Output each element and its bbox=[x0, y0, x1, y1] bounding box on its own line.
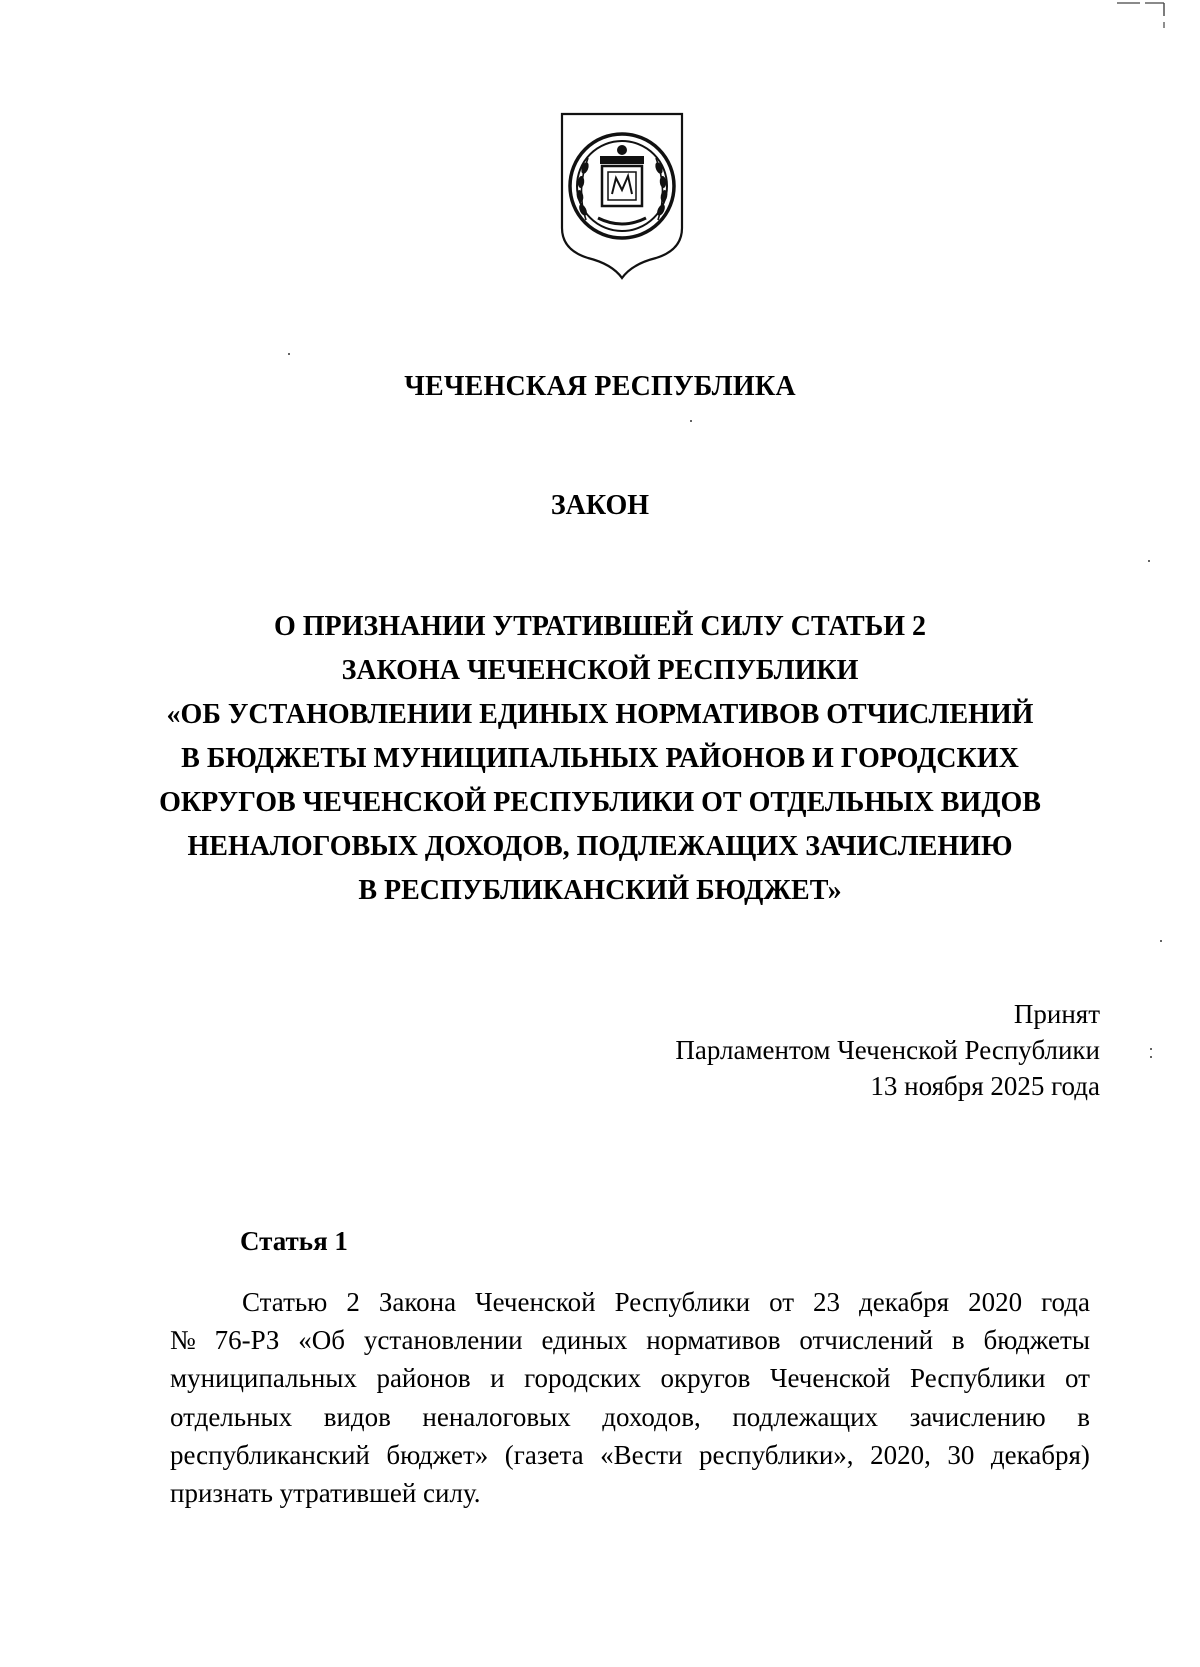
article-word: в bbox=[951, 1325, 965, 1356]
article-word: № bbox=[170, 1325, 196, 1356]
scan-speck bbox=[690, 420, 692, 422]
article-word: (газета bbox=[504, 1439, 584, 1470]
article-text-line bbox=[170, 1321, 1090, 1359]
article-word: 2 bbox=[346, 1287, 360, 1317]
article-word: «Об bbox=[298, 1325, 346, 1356]
article-word: года bbox=[1041, 1287, 1090, 1317]
article-word: муниципальных bbox=[170, 1363, 357, 1394]
law-title-line: ОКРУГОВ ЧЕЧЕНСКОЙ РЕСПУБЛИКИ ОТ ОТДЕЛЬНЫХ ВИДОВ bbox=[159, 787, 1041, 818]
coat-of-arms-icon bbox=[556, 110, 688, 280]
article-word: районов bbox=[376, 1363, 471, 1394]
corner-scan-mark-icon bbox=[1112, 0, 1172, 40]
article-word: отдельных bbox=[170, 1401, 293, 1432]
adoption-body: Парламентом Чеченской Республики bbox=[675, 1035, 1100, 1065]
article-word: подлежащих bbox=[732, 1401, 879, 1432]
article-word: 2020, bbox=[870, 1439, 931, 1470]
adoption-block bbox=[675, 996, 1100, 1104]
article-word: Республики bbox=[910, 1363, 1046, 1394]
article-word: республики», bbox=[699, 1439, 854, 1470]
article-word: доходов, bbox=[602, 1401, 701, 1432]
article-word: и bbox=[490, 1363, 505, 1394]
article-text-line bbox=[170, 1359, 1090, 1397]
article-word: нормативов bbox=[646, 1325, 781, 1356]
article-text-line bbox=[170, 1474, 1090, 1512]
article-word: 2020 bbox=[968, 1287, 1023, 1317]
article-word: Чеченской bbox=[475, 1287, 596, 1317]
article-word: республиканский bbox=[170, 1439, 370, 1470]
law-title-line: ЗАКОНА ЧЕЧЕНСКОЙ РЕСПУБЛИКИ bbox=[341, 655, 859, 686]
scan-speck bbox=[1148, 560, 1150, 562]
article-word: в bbox=[1077, 1401, 1090, 1432]
article-word: неналоговых bbox=[422, 1401, 571, 1432]
scan-speck bbox=[1160, 940, 1162, 942]
article-word: городских bbox=[524, 1363, 641, 1394]
law-title-line: В БЮДЖЕТЫ МУНИЦИПАЛЬНЫХ РАЙОНОВ И ГОРОДСКИХ bbox=[181, 743, 1019, 774]
article-word: Чеченской bbox=[769, 1363, 891, 1394]
article-word: бюджеты bbox=[983, 1325, 1090, 1356]
article-word: установлении bbox=[363, 1325, 523, 1356]
adoption-status: Принят bbox=[1013, 999, 1100, 1029]
law-title-line: НЕНАЛОГОВЫХ ДОХОДОВ, ПОДЛЕЖАЩИХ ЗАЧИСЛЕНИЮ bbox=[187, 831, 1013, 862]
scan-speck bbox=[1150, 1048, 1152, 1050]
article-word: 76-РЗ bbox=[214, 1325, 280, 1356]
law-title-line: О ПРИЗНАНИИ УТРАТИВШЕЙ СИЛУ СТАТЬИ 2 bbox=[273, 611, 927, 642]
article-word: от bbox=[1065, 1363, 1090, 1394]
republic-name: ЧЕЧЕНСКАЯ РЕСПУБЛИКА bbox=[404, 371, 796, 402]
article-word: 30 bbox=[947, 1439, 975, 1470]
article-word: единых bbox=[541, 1325, 628, 1356]
article-word: от bbox=[769, 1287, 795, 1317]
article-word: отчислений bbox=[799, 1325, 934, 1356]
article-word: округов bbox=[660, 1363, 751, 1394]
document-type: ЗАКОН bbox=[550, 490, 650, 521]
article-word: Закона bbox=[378, 1287, 457, 1317]
article-word: бюджет» bbox=[386, 1439, 489, 1470]
article-word: признать утратившей силу. bbox=[170, 1478, 481, 1509]
article-word: Республики bbox=[614, 1287, 751, 1317]
law-title-line: «ОБ УСТАНОВЛЕНИИ ЕДИНЫХ НОРМАТИВОВ ОТЧИСЛЕНИЙ bbox=[166, 699, 1034, 730]
article-word: декабря) bbox=[990, 1439, 1090, 1470]
article-word: 23 bbox=[813, 1287, 841, 1317]
law-title-line: В РЕСПУБЛИКАНСКИЙ БЮДЖЕТ» bbox=[358, 875, 842, 906]
article-text-line bbox=[170, 1398, 1090, 1436]
article-text-line bbox=[170, 1436, 1090, 1474]
adoption-date: 13 ноября 2025 года bbox=[870, 1071, 1100, 1101]
article-word: зачислению bbox=[909, 1401, 1046, 1432]
article-word: «Вести bbox=[600, 1439, 683, 1470]
article-word: декабря bbox=[859, 1287, 950, 1317]
scan-speck bbox=[1150, 1056, 1152, 1058]
law-title bbox=[0, 605, 1200, 913]
article-word: Статью bbox=[242, 1287, 328, 1317]
article-word: видов bbox=[323, 1401, 391, 1432]
scan-speck bbox=[288, 353, 290, 355]
article-text-line bbox=[170, 1283, 1090, 1321]
article-heading: Статья 1 bbox=[240, 1226, 348, 1256]
article-body bbox=[170, 1283, 1090, 1512]
